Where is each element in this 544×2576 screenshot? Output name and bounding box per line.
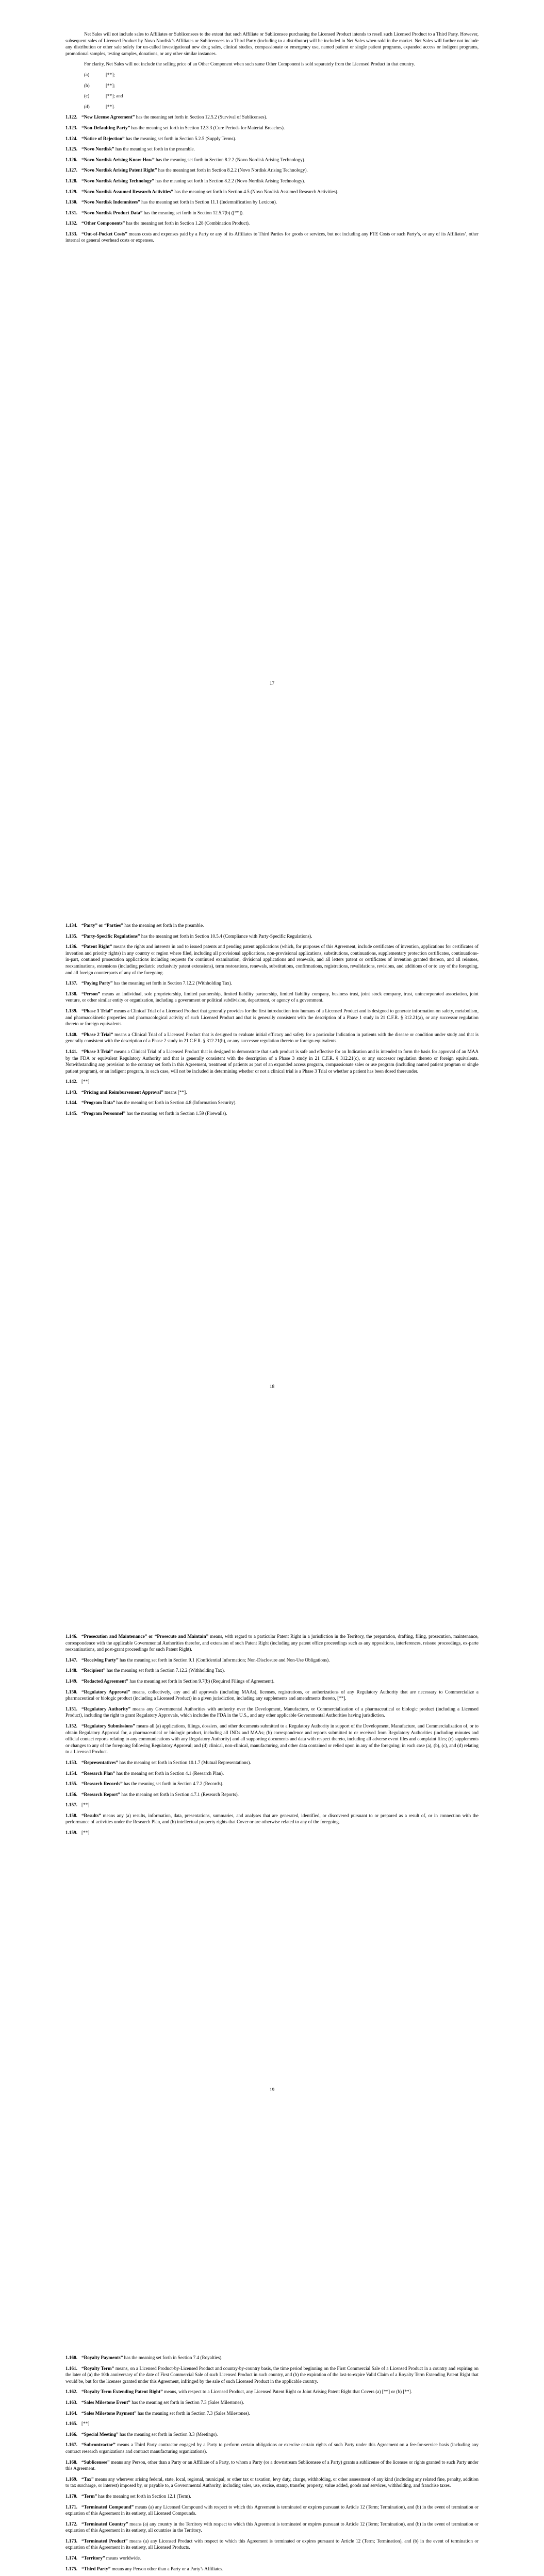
- definition-text: means any (a) results, information, data, presentations, summaries, and analyses that are generated, identified, or discovered pursuant to or prepared as a result of, or in connection with the performance of activities under the Research Plan, and (b) intellectual property rights that Cover or are otherwise related to any of the foregoing.: [65, 1812, 479, 1825]
- definition-text: has the meaning set forth in Section 4.7.2 (Records).: [122, 1781, 224, 1787]
- definition-entry: [65, 980, 479, 987]
- definition-text: has the meaning set forth in Section 5.2.5 (Supply Terms).: [124, 135, 236, 141]
- definition-text: means worldwide.: [105, 2555, 141, 2561]
- defined-term: “Novo Nordisk Arising Patent Right”: [81, 167, 157, 173]
- section-number: 1.156.: [65, 1791, 77, 1797]
- definition-entry: [65, 125, 479, 131]
- definition-text: means (a) any country in the Territory with respect to which this Agreement is terminated or expires pursuant to Article 12 (Term; Termination), and (b) in the event of termination or expiration of this Agreement in its entirety, all countries in the Territory.: [65, 2521, 479, 2533]
- definition-entry: [65, 1657, 479, 1664]
- definition-text: has the meaning set forth in Section 12.1 (Term).: [97, 2493, 191, 2499]
- definition-text: has the meaning set forth in Section 10.5.4 (Compliance with Party-Specific Regulations).: [140, 933, 312, 939]
- definition-entry: [65, 2442, 479, 2454]
- defined-term: “Regulatory Authority”: [81, 1706, 131, 1711]
- definition-text: means costs and expenses paid by a Party or any of its Affiliates to Third Parties for goods or services, but not including any FTE Costs or such Party’s, or any of its Affiliates’, other internal or general overhead costs or expenses.: [65, 231, 479, 243]
- definition-entry: [65, 1802, 479, 1808]
- definition-entry: [65, 2399, 479, 2406]
- section-number: 1.132.: [65, 221, 77, 226]
- page-17: [0, 0, 544, 703]
- definition-entry: [65, 167, 479, 174]
- defined-term: “Recipient”: [81, 1668, 106, 1673]
- list-item-label: (d): [84, 104, 90, 109]
- definition-entry: [65, 1099, 479, 1106]
- defined-term: “Paying Party”: [81, 980, 113, 986]
- defined-term: “Phase 3 Trial”: [81, 1048, 113, 1054]
- defined-term: “Non-Defaulting Party”: [81, 125, 130, 130]
- definition-text: means, collectively, any and all approvals (including MAAs), licenses, registrations, or authorizations of any Regulatory Authority that are necessary to Commercialize a pharmaceutical or biologic product (including a Licensed Product) in a given jurisdiction, including any supplements and amendments thereto, [**].: [65, 1689, 479, 1701]
- definition-text: means (a) any Licensed Product with respect to which this Agreement is terminated or expires pursuant to Article 12 (Term; Termination), and (b) in the event of termination or expiration of this Agreement in its entirety, all Licensed Products.: [65, 2538, 479, 2550]
- defined-term: “Sales Milestone Payment”: [81, 2410, 137, 2416]
- page-20: [0, 2110, 544, 2576]
- defined-term: “Tax”: [81, 2476, 94, 2482]
- defined-term: “Program Personnel”: [81, 1111, 126, 1116]
- definition-entry: [65, 220, 479, 227]
- definition-entry: [65, 1781, 479, 1787]
- section-number: 1.162.: [65, 2389, 77, 2395]
- definition-text: has the meaning set forth in Section 7.4 (Royalties).: [123, 2355, 223, 2360]
- definition-text: has the meaning set forth in Section 10.1.7 (Mutual Representations).: [118, 1759, 251, 1765]
- section-number: 1.147.: [65, 1657, 77, 1663]
- defined-term: “Receiving Party”: [81, 1657, 119, 1663]
- section-number: 1.172.: [65, 2521, 77, 2527]
- list-item-label: (b): [84, 82, 90, 88]
- section-number: 1.137.: [65, 980, 77, 986]
- defined-term: “Novo Nordisk Assumed Research Activities”: [81, 189, 173, 194]
- list-item: [84, 72, 479, 78]
- section-number: 1.152.: [65, 1723, 77, 1728]
- defined-term: “Royalty Term”: [81, 2365, 114, 2371]
- defined-term: “Prosecution and Maintenance” or “Prosecute and Maintain”: [81, 1634, 209, 1639]
- section-number: 1.163.: [65, 2399, 77, 2405]
- definitions-list: [65, 2354, 479, 2572]
- definitions-list: [65, 922, 479, 1117]
- defined-term: “Results”: [81, 1812, 101, 1818]
- page-number: 18: [269, 1384, 275, 1389]
- defined-term: “New License Agreement”: [81, 114, 135, 120]
- section-number: 1.149.: [65, 1678, 77, 1684]
- net-sales-paragraph: Net Sales will not include sales to Affiliates or Sublicensees to the extent that such Affiliate or Sublicensee purchasing the Licensed Product intends to resell such Licensed Product to a Third Party. However, subsequent sales of Licensed Product by Novo Nordisk’s Affiliates or Sublicensees to a Third Party (including to a distributor) will be included in Net Sales when sold in the market. Net Sales will further not include any distribution or other sale solely for un-called investigational new drug sales, clinical studies, compassionate or emergency use, named patient or single patient programs, expanded access or indigent programs, promotional samples, testing samples, donations, or any other similar instances.: [65, 31, 479, 56]
- section-number: 1.150.: [65, 1689, 77, 1694]
- section-number: 1.170.: [65, 2493, 77, 2499]
- section-number: 1.157.: [65, 1802, 77, 1808]
- definition-entry: [65, 1791, 479, 1798]
- definition-entry: [65, 146, 479, 152]
- section-number: 1.146.: [65, 1634, 77, 1639]
- definition-text: [**]: [81, 2421, 90, 2427]
- definition-entry: [65, 1829, 479, 1836]
- definition-entry: [65, 178, 479, 184]
- section-number: 1.124.: [65, 135, 77, 141]
- list-item-text: [**]; and: [106, 93, 123, 99]
- section-number: 1.155.: [65, 1781, 77, 1787]
- section-number: 1.125.: [65, 146, 77, 152]
- section-number: 1.134.: [65, 923, 77, 928]
- section-number: 1.126.: [65, 157, 77, 162]
- defined-term: “Representatives”: [81, 1759, 119, 1765]
- definition-text: has the meaning set forth in Section 12.5.2 (Survival of Sublicenses).: [135, 114, 268, 120]
- list-item: [84, 93, 479, 99]
- definition-entry: [65, 1723, 479, 1755]
- defined-term: “Other Components”: [81, 221, 125, 226]
- definition-text: [**]: [81, 1802, 90, 1808]
- definition-entry: [65, 2493, 479, 2500]
- definition-text: has the meaning set forth in Section 4.7.1 (Research Reports).: [120, 1791, 239, 1797]
- definition-entry: [65, 2555, 479, 2562]
- definition-text: has the meaning set forth in Section 3.3 (Meetings).: [118, 2431, 218, 2437]
- section-number: 1.175.: [65, 2566, 77, 2571]
- definitions-list: [65, 114, 479, 244]
- section-number: 1.165.: [65, 2421, 77, 2427]
- defined-term: “Research Report”: [81, 1791, 121, 1797]
- defined-term: “Party-Specific Regulations”: [81, 933, 140, 939]
- section-number: 1.141.: [65, 1048, 77, 1054]
- definition-entry: [65, 1678, 479, 1685]
- definition-entry: [65, 210, 479, 216]
- defined-term: “Term”: [81, 2493, 97, 2499]
- definition-text: has the meaning set forth in Section 8.2.2 (Novo Nordisk Arising Technology).: [154, 157, 306, 162]
- list-item: [84, 104, 479, 110]
- definition-entry: [65, 991, 479, 1004]
- section-number: 1.168.: [65, 2459, 77, 2465]
- section-number: 1.148.: [65, 1668, 77, 1673]
- net-sales-clarity-paragraph: For clarity, Net Sales will not include the selling price of an Other Component when such same Other Component is sold separately from the Licensed Product in that country.: [84, 61, 415, 67]
- section-number: 1.159.: [65, 1830, 77, 1836]
- definition-entry: [65, 231, 479, 244]
- definition-text: means all (a) applications, filings, dossiers, and other documents submitted to a Regulatory Authority in support of the Development, Manufacture, and Commercialization of, or to obtain Regulatory Approval for, a pharmaceutical or biologic product, including all INDs and MAAs; (b) correspondence and reports submitted to or received from Regulatory Authorities (including minutes and official contact reports relating to any communications with any Regulatory Authority) and all supporting documents and data with respect thereto, including all adverse event files and complaint files; (c) supplements or changes to any of the foregoing following Regulatory Approval; and (d) clinical, non-clinical, manufacturing, and other data contained or relied upon in any of the foregoing; in each case (a), (b), (c), and (d) relating to a Licensed Product.: [65, 1723, 479, 1755]
- definition-entry: [65, 2476, 479, 2489]
- definition-text: has the meaning set forth in Section 9.1 (Confidential Information; Non-Disclosure and Non-Use Obligations).: [118, 1657, 330, 1663]
- definitions-list: [65, 1633, 479, 1836]
- definition-text: has the meaning set forth in Section 4.8 (Information Security).: [115, 1100, 237, 1106]
- definition-text: means [**].: [163, 1089, 187, 1095]
- defined-term: “Terminated Product”: [81, 2538, 128, 2544]
- list-item-text: [**];: [106, 72, 115, 77]
- defined-term: “Sublicensee”: [81, 2459, 110, 2465]
- definition-entry: [65, 1689, 479, 1702]
- section-number: 1.135.: [65, 933, 77, 939]
- definition-entry: [65, 922, 479, 929]
- defined-term: “Regulatory Submissions”: [81, 1723, 135, 1728]
- section-number: 1.167.: [65, 2442, 77, 2448]
- definition-entry: [65, 1667, 479, 1674]
- defined-term: “Regulatory Approval”: [81, 1689, 130, 1694]
- definition-text: means a Third Party contractor engaged by a Party to perform certain obligations or exercise certain rights of such Party under this Agreement on a fee-for-service basis (including any contract research organizations and contract manufacturing organizations).: [65, 2442, 479, 2454]
- definition-text: means any wherever arising federal, state, local, regional, municipal, or other tax or taxation, levy duty, charge, withholding, or other assessment of any kind (including any related fine, penalty, addition to tax surcharge, or interest) imposed by, or payable to, a Governmental Authority, including sales, use, excise, stamp, transfer, property, value added, goods and services, withholding, and franchise taxes.: [65, 2476, 479, 2488]
- definition-entry: [65, 1089, 479, 1096]
- definition-text: means a Clinical Trial of a Licensed Product that is designed to evaluate initial efficacy and safety for a particular Indication in patients with the disease or condition under study and that is generally consistent with the description of a Phase 2 study in 21 C.F.R. § 312.21(b), or any successor regulation thereto or foreign equivalents.: [65, 1031, 479, 1044]
- definition-entry: [65, 1759, 479, 1766]
- section-number: 1.123.: [65, 125, 77, 130]
- section-number: 1.122.: [65, 114, 77, 120]
- defined-term: “Notice of Rejection”: [81, 135, 125, 141]
- definition-text: has the meaning set forth in Section 7.12.2 (Withholding Tax).: [112, 980, 233, 986]
- definition-entry: [65, 2566, 479, 2572]
- definition-entry: [65, 2410, 479, 2417]
- list-item-text: [**].: [106, 104, 115, 109]
- definition-text: means, with respect to a Licensed Product, any Licensed Patent Right or Joint Arising Patent Right that Covers (a) [**] or (b) [**].: [162, 2389, 412, 2395]
- definition-text: means, with regard to a particular Patent Right in a jurisdiction in the Territory, the preparation, drafting, filing, prosecution, maintenance, correspondence with the applicable Governmental Authorities therefor, and extension of such Patent Right (including any patent office proceedings such as any oppositions, interferences, reissue proceedings, ex-parte reexaminations, and post-grant proceedings for such Patent Right).: [65, 1634, 479, 1652]
- section-number: 1.136.: [65, 944, 77, 950]
- definition-entry: [65, 1031, 479, 1044]
- definition-text: means the rights and interests in and to issued patents and pending patent applications (which, for purposes of this Agreement, include certificates of invention, applications for certificates of invention and priority rights) in any country or region where filed, including all provisional applications, non-provisional applications, substitutions, continuations, supplementary protection certificates, continuations-in-part, continued prosecution applications including requests for continued examination, divisional applications and renewals, and all letters patent or certificates of invention granted thereon, and all reissues, reexaminations, extensions (including pediatric exclusivity patent extensions), term restorations, renewals, substitutions, confirmations, registrations, revalidations, revisions, and additions of or to any of the foregoing, and all foreign counterparts of any of the foregoing.: [65, 944, 479, 975]
- defined-term: “Program Data”: [81, 1100, 116, 1106]
- list-item-label: (a): [84, 72, 90, 77]
- page-19: [0, 1406, 544, 2110]
- definition-text: has the meaning set forth in Section 8.2.2 (Novo Nordisk Arising Technology).: [154, 178, 305, 183]
- defined-term: “Redacted Agreement”: [81, 1678, 128, 1684]
- definition-text: has the meaning set forth in Section 11.1 (Indemnification by Lexicon).: [140, 199, 277, 205]
- list-item-text: [**];: [106, 82, 115, 88]
- section-number: 1.169.: [65, 2476, 77, 2482]
- definition-entry: [65, 933, 479, 940]
- net-sales-list: [65, 72, 479, 110]
- definition-entry: [65, 1633, 479, 1653]
- defined-term: “Terminated Country”: [81, 2521, 128, 2527]
- definition-text: means a Clinical Trial of a Licensed Product that is designed to demonstrate that such product is safe and effective for an Indication and is intended to form the basis for approval of an MAA by the FDA or equivalent Regulatory Authority and that is generally consistent with the description of a Phase 3 study in 21 C.F.R. § 312.21(c), or any successor regulation thereto or foreign equivalents. Notwithstanding any provision to the contrary set forth in this Agreement, treatment of patients as part of an expanded access program, compassionate sales or use program (including named patient program or single patient program), or an indigent program, in each case, will not be included in determining whether or not a clinical trial is a Phase 3 Trial or whether a patient has been dosed thereunder.: [65, 1048, 479, 1074]
- section-number: 1.129.: [65, 189, 77, 194]
- definition-entry: [65, 114, 479, 121]
- definition-text: has the meaning set forth in Section 12.5.7(b) ([**]).: [142, 210, 244, 215]
- section-number: 1.160.: [65, 2355, 77, 2360]
- definition-entry: [65, 2354, 479, 2361]
- section-number: 1.127.: [65, 167, 77, 173]
- definition-text: [**]: [81, 1830, 90, 1836]
- section-number: 1.154.: [65, 1770, 77, 1776]
- section-number: 1.161.: [65, 2365, 77, 2371]
- defined-term: “Third Party”: [81, 2566, 111, 2571]
- defined-term: “Territory”: [81, 2555, 105, 2561]
- section-number: 1.139.: [65, 1008, 77, 1013]
- definition-text: has the meaning set forth in Section 4.5 (Novo Nordisk Assumed Research Activities).: [173, 189, 339, 194]
- definition-text: has the meaning set forth in the preamble.: [123, 923, 204, 928]
- definition-entry: [65, 2459, 479, 2472]
- definition-entry: [65, 2538, 479, 2551]
- section-number: 1.171.: [65, 2504, 77, 2510]
- section-number: 1.166.: [65, 2431, 77, 2437]
- section-number: 1.131.: [65, 210, 77, 215]
- defined-term: “Patent Right”: [81, 944, 112, 950]
- definition-text: means a Clinical Trial of a Licensed Product that generally provides for the first introduction into humans of a Licensed Product and is designed to generate information on safety, metabolism, and pharmacokinetic properties and pharmacological activity of such Licensed Product and that is generally consistent with the description of a Phase 1 study in 21 C.F.R. § 312.21(a), or any successor regulation thereto or foreign equivalents.: [65, 1008, 479, 1027]
- definition-text: has the meaning set forth in Section 7.12.2 (Withholding Tax).: [105, 1668, 225, 1673]
- definition-text: means an individual, sole proprietorship, limited partnership, limited liability partnership, limited liability company, business trust, joint stock company, trust, unincorporated association, joint venture, or other similar entity or organization, including a government or political subdivision, department, or agency of a government.: [65, 991, 479, 1003]
- definition-text: has the meaning set forth in Section 7.3 (Sales Milestones).: [130, 2399, 244, 2405]
- definition-entry: [65, 1048, 479, 1074]
- definition-text: means any Person, other than a Party or an Affiliate of a Party, to whom a Party (or a downstream Sublicensee of a Party) grants a sublicense of the licenses or rights granted to such Party under this Agreement.: [65, 2459, 479, 2471]
- definition-entry: [65, 1078, 479, 1085]
- definition-entry: [65, 2521, 479, 2534]
- definition-entry: [65, 2504, 479, 2517]
- defined-term: “Novo Nordisk Arising Know-How”: [81, 157, 155, 162]
- section-number: 1.133.: [65, 231, 77, 236]
- section-number: 1.130.: [65, 199, 77, 205]
- definition-text: has the meaning set forth in Section 1.59 (Firewalls).: [125, 1111, 227, 1116]
- definition-entry: [65, 1706, 479, 1719]
- section-number: 1.145.: [65, 1111, 77, 1116]
- defined-term: “Phase 2 Trial”: [81, 1031, 113, 1037]
- defined-term: “Out-of-Pocket Costs”: [81, 231, 127, 236]
- definition-entry: [65, 2420, 479, 2427]
- page-number: 19: [269, 2087, 275, 2093]
- defined-term: “Novo Nordisk”: [81, 146, 114, 152]
- section-number: 1.140.: [65, 1031, 77, 1037]
- section-number: 1.138.: [65, 991, 77, 996]
- defined-term: “Novo Nordisk Indemnitees”: [81, 199, 140, 205]
- definition-entry: [65, 1008, 479, 1027]
- defined-term: “Research Plan”: [81, 1770, 116, 1776]
- definition-text: has the meaning set forth in Section 8.2.2 (Novo Nordisk Arising Technology).: [157, 167, 308, 173]
- definition-text: has the meaning set forth in the preamble.: [114, 146, 195, 152]
- definition-text: means any Person other than a Party or a Party’s Affiliates.: [110, 2566, 224, 2571]
- section-number: 1.158.: [65, 1812, 77, 1818]
- defined-term: “Novo Nordisk Arising Technology”: [81, 178, 155, 183]
- definition-text: [**]: [81, 1079, 90, 1084]
- section-number: 1.153.: [65, 1759, 77, 1765]
- definition-text: has the meaning set forth in Section 7.3 (Sales Milestones).: [136, 2410, 251, 2416]
- definition-entry: [65, 1770, 479, 1777]
- defined-term: “Special Meeting”: [81, 2431, 119, 2437]
- list-item: [84, 82, 479, 89]
- definition-text: has the meaning set forth in Section 9.7(b) (Required Filings of Agreement).: [128, 1678, 275, 1684]
- defined-term: “Royalty Payments”: [81, 2355, 123, 2360]
- defined-term: “Royalty Term Extending Patent Right”: [81, 2389, 163, 2395]
- defined-term: “Person”: [81, 991, 101, 996]
- section-number: 1.144.: [65, 1100, 77, 1106]
- page-18: [0, 703, 544, 1406]
- section-number: 1.143.: [65, 1089, 77, 1095]
- definition-entry: [65, 135, 479, 142]
- definition-text: means any Governmental Authorities with authority over the Development, Manufacture, or Commercialization of a pharmaceutical or biologic product (including a Licensed Product), including the right to grant Regulatory Approvals, which includes the FDA in the U.S., and any other applicable Governmental Authorities having jurisdiction.: [65, 1706, 479, 1718]
- defined-term: “Sales Milestone Event”: [81, 2399, 130, 2405]
- definition-entry: [65, 2431, 479, 2438]
- definition-entry: [65, 1110, 479, 1117]
- defined-term: “Party” or “Parties”: [81, 923, 123, 928]
- definition-text: means, on a Licensed Product-by-Licensed Product and country-by-country basis, the time period beginning on the First Commercial Sale of a Licensed Product in a country and expiring on the later of (a) the 10th anniversary of the date of First Commercial Sale of such Licensed Product in such country, and (b) the expiration of the last-to-expire Valid Claim of a Royalty Term Extending Patent Right that would be, but for the licenses granted under this Agreement, infringed by the sale of such Licensed Product in the applicable country.: [65, 2365, 479, 2384]
- definition-entry: [65, 199, 479, 206]
- defined-term: “Pricing and Reimbursement Approval”: [81, 1089, 163, 1095]
- definition-entry: [65, 1812, 479, 1825]
- page-number: 17: [269, 681, 275, 686]
- list-item-label: (c): [84, 93, 90, 99]
- section-number: 1.173.: [65, 2538, 77, 2544]
- section-number: 1.151.: [65, 1706, 77, 1711]
- definition-entry: [65, 943, 479, 976]
- section-number: 1.142.: [65, 1079, 77, 1084]
- defined-term: “Novo Nordisk Product Data”: [81, 210, 143, 215]
- defined-term: “Phase 1 Trial”: [81, 1008, 113, 1013]
- definition-text: means (a) any Licensed Compound with respect to which this Agreement is terminated or expires pursuant to Article 12 (Term; Termination), and (b) in the event of termination or expiration of this Agreement in its entirety, all Licensed Compounds.: [65, 2504, 479, 2516]
- definition-entry: [65, 2388, 479, 2395]
- definition-text: has the meaning set forth in Section 12.3.3 (Cure Periods for Material Breaches).: [130, 125, 285, 130]
- definition-text: has the meaning set forth in Section 1.28 (Combination Product).: [125, 221, 250, 226]
- definition-entry: [65, 189, 479, 195]
- section-number: 1.128.: [65, 178, 77, 183]
- defined-term: “Subcontractor”: [81, 2442, 116, 2448]
- definition-text: has the meaning set forth in Section 4.1 (Research Plan).: [115, 1770, 224, 1776]
- definition-entry: [65, 157, 479, 163]
- section-number: 1.164.: [65, 2410, 77, 2416]
- section-number: 1.174.: [65, 2555, 77, 2561]
- defined-term: “Research Records”: [81, 1781, 123, 1787]
- definition-entry: [65, 2365, 479, 2385]
- defined-term: “Terminated Compound”: [81, 2504, 134, 2510]
